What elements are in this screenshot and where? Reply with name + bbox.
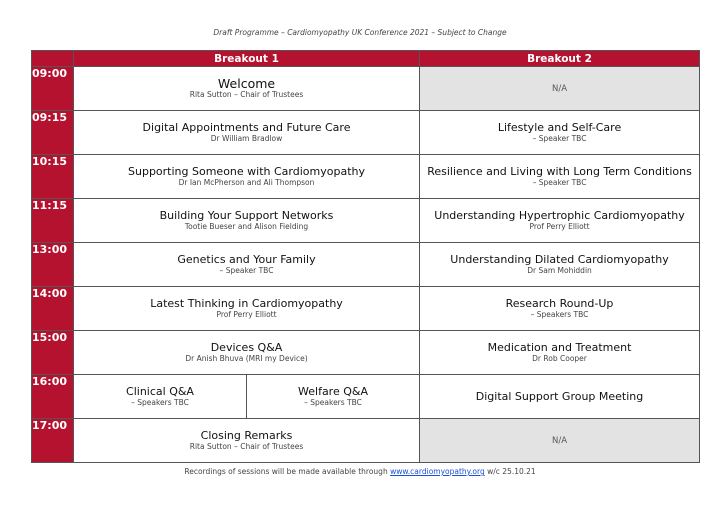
time-slot: 11:15 [32,199,74,243]
session-cell [74,155,420,199]
session-cell [74,111,420,155]
session-title: Latest Thinking in Cardiomyopathy [150,297,343,310]
session-title: Clinical Q&A [126,385,194,398]
table-row [32,331,700,375]
session-na: N/A [420,419,700,463]
table-row [32,419,700,463]
table-row [32,287,700,331]
session-cell [420,331,700,375]
session-speaker: – Speaker TBC [532,178,587,187]
time-slot: 09:15 [32,111,74,155]
session-title: Research Round-Up [505,297,614,310]
time-slot: 13:00 [32,243,74,287]
session-speaker: – Speakers TBC [530,310,589,319]
session-title: Devices Q&A [210,341,283,354]
session-title: Genetics and Your Family [177,253,316,266]
session-cell [74,331,420,375]
time-slot: 17:00 [32,419,74,463]
footer-text-before: Recordings of sessions will be made available through [184,467,391,476]
session-cell [420,155,700,199]
website-link[interactable]: www.cardiomyopathy.org [390,467,485,476]
session-cell-welfare [247,375,420,419]
session-title: Resilience and Living with Long Term Conditions [427,165,692,178]
session-speaker: Dr Anish Bhuva (MRI my Device) [185,354,308,363]
session-cell [74,199,420,243]
column-header-breakout-1: Breakout 1 [74,51,420,67]
session-cell [420,111,700,155]
session-speaker: – Speaker TBC [532,134,587,143]
session-cell [420,199,700,243]
session-cell [420,243,700,287]
table-row [32,199,700,243]
session-speaker: – Speakers TBC [131,398,189,407]
session-speaker: – Speakers TBC [304,398,362,407]
session-title: Understanding Hypertrophic Cardiomyopathy [434,209,685,222]
footer-text-after: w/c 25.10.21 [484,467,536,476]
table-row [32,67,700,111]
session-cell-clinical [74,375,247,419]
session-title: Supporting Someone with Cardiomyopathy [128,165,365,178]
session-cell [74,419,420,463]
time-slot: 16:00 [32,375,74,419]
session-cell [74,243,420,287]
session-speaker: Prof Perry Elliott [529,222,590,231]
time-slot: 10:15 [32,155,74,199]
column-header-breakout-2: Breakout 2 [420,51,700,67]
time-slot: 14:00 [32,287,74,331]
table-corner [32,51,74,67]
session-cell [74,67,420,111]
session-title: Building Your Support Networks [159,209,334,222]
session-title: Closing Remarks [200,429,293,442]
session-cell [420,375,700,419]
footer-note [0,467,720,476]
session-title: Digital Support Group Meeting [475,390,644,403]
programme-table [31,50,700,463]
session-speaker: Dr Sam Mohiddin [527,266,592,275]
session-title: Welfare Q&A [298,385,368,398]
programme-header: Draft Programme – Cardiomyopathy UK Conference 2021 – Subject to Change [213,28,507,37]
session-cell [74,287,420,331]
session-title: Digital Appointments and Future Care [142,121,351,134]
session-title: Lifestyle and Self-Care [497,121,622,134]
session-speaker: Dr William Bradlow [210,134,283,143]
session-speaker: Rita Sutton – Chair of Trustees [189,90,304,99]
session-cell [420,287,700,331]
session-speaker: Dr Ian McPherson and Ali Thompson [178,178,315,187]
session-na: N/A [420,67,700,111]
table-row [32,111,700,155]
table-row [32,155,700,199]
time-slot: 15:00 [32,331,74,375]
session-title: Welcome [217,76,276,91]
session-speaker: Tootie Bueser and Alison Fielding [184,222,309,231]
time-slot: 09:00 [32,67,74,111]
table-row [32,243,700,287]
session-title: Understanding Dilated Cardiomyopathy [450,253,669,266]
session-title: Medication and Treatment [487,341,632,354]
session-speaker: Prof Perry Elliott [216,310,277,319]
table-row [32,375,700,419]
session-speaker: Dr Rob Cooper [532,354,587,363]
session-speaker: – Speaker TBC [219,266,274,275]
session-speaker: Rita Sutton – Chair of Trustees [189,442,304,451]
